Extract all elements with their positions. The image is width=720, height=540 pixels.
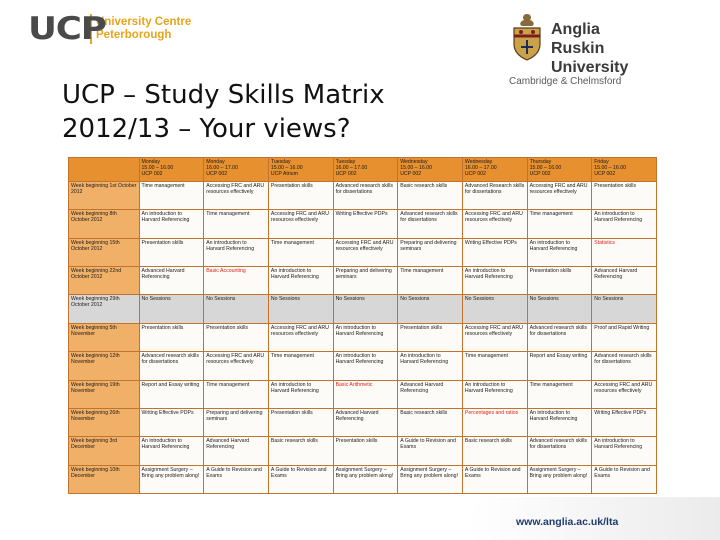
matrix-col-header bbox=[527, 158, 592, 182]
matrix-session-cell: Writing Effective PDPs bbox=[462, 238, 527, 266]
matrix-session-cell: Preparing and delivering seminars bbox=[398, 238, 463, 266]
matrix-session-cell: Advanced Harvard Referencing bbox=[204, 437, 269, 465]
matrix-session-cell: Accessing FRC and ARU resources effectively bbox=[462, 323, 527, 351]
matrix-session-cell: An introduction to Harvard Referencing bbox=[592, 210, 657, 238]
matrix-session-cell: Advanced research skills for dissertations bbox=[527, 437, 592, 465]
matrix-session-cell: Assignment Surgery – Bring any problem along! bbox=[527, 465, 592, 493]
matrix-session-cell: No Sessions bbox=[527, 295, 592, 323]
matrix-session-cell: Presentation skills bbox=[527, 267, 592, 295]
col-day: Wednesday bbox=[400, 159, 428, 165]
aru-logo bbox=[503, 10, 633, 76]
aru-logo-line1: Anglia Ruskin bbox=[551, 21, 605, 57]
col-day: Tuesday bbox=[335, 159, 356, 165]
matrix-session-cell: Advanced research skills for dissertations bbox=[592, 352, 657, 380]
aru-logo-name bbox=[551, 20, 633, 77]
col-time: 16.00 – 17.00 bbox=[206, 165, 238, 171]
matrix-session-cell: Presentation skills bbox=[139, 238, 204, 266]
matrix-session-cell: An introduction to Harvard Referencing bbox=[268, 267, 333, 295]
matrix-session-cell: Accessing FRC and ARU resources effectively bbox=[204, 182, 269, 210]
matrix-session-cell: No Sessions bbox=[398, 295, 463, 323]
matrix-session-cell: Basic research skills bbox=[462, 437, 527, 465]
crest-icon bbox=[510, 12, 544, 62]
matrix-session-cell: Basic Arithmetic bbox=[333, 380, 398, 408]
matrix-session-cell: Basic research skills bbox=[398, 408, 463, 436]
matrix-session-cell: Time management bbox=[398, 267, 463, 295]
matrix-session-cell: Writing Effective PDPs bbox=[333, 210, 398, 238]
col-day: Monday bbox=[141, 159, 161, 165]
matrix-session-cell: An introduction to Harvard Referencing bbox=[398, 352, 463, 380]
matrix-body bbox=[69, 182, 657, 494]
matrix-col-header bbox=[204, 158, 269, 182]
matrix-session-cell: Advanced Research skills for dissertations bbox=[462, 182, 527, 210]
matrix-session-cell: Advanced Harvard Referencing bbox=[333, 408, 398, 436]
col-room: UCP 002 bbox=[206, 171, 228, 177]
col-room: UCP 002 bbox=[594, 171, 616, 177]
ucp-logo-line2: Peterborough bbox=[96, 29, 172, 41]
matrix-week-label: Week beginning 15th October 2012 bbox=[69, 238, 140, 266]
matrix-session-cell: Proof and Rapid Writing bbox=[592, 323, 657, 351]
matrix-session-cell: Time management bbox=[204, 380, 269, 408]
matrix-row bbox=[69, 267, 657, 295]
matrix-header-row bbox=[69, 158, 657, 182]
study-skills-matrix bbox=[68, 157, 657, 494]
slide-title-line2: 2012/13 – Your views? bbox=[62, 114, 351, 144]
matrix-session-cell: Presentation skills bbox=[204, 323, 269, 351]
matrix-week-label: Week beginning 1st October 2012 bbox=[69, 182, 140, 210]
matrix-session-cell: Advanced research skills for dissertations bbox=[527, 323, 592, 351]
slide-title-line1: UCP – Study Skills Matrix bbox=[62, 80, 385, 110]
matrix-session-cell: Presentation skills bbox=[592, 182, 657, 210]
col-day: Wednesday bbox=[464, 159, 493, 165]
matrix-session-cell: Accessing FRC and ARU resources effectively bbox=[204, 352, 269, 380]
matrix-session-cell: Time management bbox=[527, 380, 592, 408]
matrix-col-header bbox=[398, 158, 463, 182]
matrix-session-cell: Time management bbox=[462, 352, 527, 380]
matrix-session-cell: An introduction to Harvard Referencing bbox=[527, 408, 592, 436]
aru-location: Cambridge & Chelmsford bbox=[509, 76, 622, 87]
matrix-week-label: Week beginning 22nd October 2012 bbox=[69, 267, 140, 295]
matrix-session-cell: Time management bbox=[139, 182, 204, 210]
matrix-session-cell: Presentation skills bbox=[398, 323, 463, 351]
matrix-session-cell: Assignment Surgery – Bring any problem along! bbox=[333, 465, 398, 493]
matrix-row bbox=[69, 380, 657, 408]
matrix-week-label: Week beginning 26th November bbox=[69, 408, 140, 436]
matrix-session-cell: No Sessions bbox=[592, 295, 657, 323]
matrix-session-cell: Basic Accounting bbox=[204, 267, 269, 295]
matrix-session-cell: Writing Effective PDPs bbox=[139, 408, 204, 436]
matrix-row bbox=[69, 295, 657, 323]
col-room: UCP 002 bbox=[400, 171, 422, 177]
col-time: 15.00 – 16.00 bbox=[400, 165, 432, 171]
matrix-session-cell: Assignment Surgery – Bring any problem along! bbox=[139, 465, 204, 493]
matrix-session-cell: An introduction to Harvard Referencing bbox=[462, 267, 527, 295]
col-room: UCP Atrium bbox=[270, 171, 298, 177]
matrix-col-header bbox=[462, 158, 527, 182]
matrix-row bbox=[69, 352, 657, 380]
matrix-week-label: Week beginning 12th November bbox=[69, 352, 140, 380]
matrix-session-cell: An introduction to Harvard Referencing bbox=[592, 437, 657, 465]
matrix-session-cell: Accessing FRC and ARU resources effectively bbox=[268, 210, 333, 238]
matrix-week-label: Week beginning 8th October 2012 bbox=[69, 210, 140, 238]
matrix-row bbox=[69, 437, 657, 465]
matrix-session-cell: Basic research skills bbox=[268, 437, 333, 465]
matrix-session-cell: Presentation skills bbox=[268, 182, 333, 210]
ucp-logo-mark: UCP bbox=[28, 10, 106, 47]
footer-url: www.anglia.ac.uk/lta bbox=[516, 516, 619, 528]
matrix-row bbox=[69, 182, 657, 210]
matrix-col-header bbox=[592, 158, 657, 182]
ucp-logo bbox=[28, 12, 191, 46]
matrix-session-cell: Report and Essay writing bbox=[527, 352, 592, 380]
matrix-corner-cell bbox=[69, 158, 140, 182]
col-day: Tuesday bbox=[270, 159, 291, 165]
matrix-session-cell: An introduction to Harvard Referencing bbox=[333, 323, 398, 351]
col-day: Friday bbox=[594, 159, 609, 165]
slide-title bbox=[62, 78, 385, 146]
matrix-session-cell: Preparing and delivering seminars bbox=[333, 267, 398, 295]
matrix-session-cell: Advanced research skills for dissertations bbox=[139, 352, 204, 380]
matrix-week-label: Week beginning 29th October 2012 bbox=[69, 295, 140, 323]
matrix-session-cell: No Sessions bbox=[268, 295, 333, 323]
col-room: UCP 002 bbox=[335, 171, 357, 177]
ucp-logo-line1: University Centre bbox=[96, 16, 192, 28]
col-room: UCP 002 bbox=[141, 171, 163, 177]
col-time: 16.00 – 17.00 bbox=[335, 165, 368, 171]
matrix-row bbox=[69, 408, 657, 436]
matrix-session-cell: An introduction to Harvard Referencing bbox=[204, 238, 269, 266]
matrix-session-cell: Accessing FRC and ARU resources effectively bbox=[527, 182, 592, 210]
matrix-session-cell: A Guide to Revision and Exams bbox=[204, 465, 269, 493]
matrix-session-cell: Advanced research skills for dissertations bbox=[333, 182, 398, 210]
aru-logo-line2: University bbox=[551, 59, 629, 76]
col-room: UCP 002 bbox=[529, 171, 551, 177]
matrix-col-header bbox=[333, 158, 398, 182]
matrix-session-cell: Assignment Surgery – Bring any problem along! bbox=[398, 465, 463, 493]
col-day: Monday bbox=[206, 159, 225, 165]
matrix-week-label: Week beginning 19th November bbox=[69, 380, 140, 408]
matrix-row bbox=[69, 323, 657, 351]
matrix-table bbox=[68, 157, 657, 494]
matrix-session-cell: Advanced Harvard Referencing bbox=[398, 380, 463, 408]
matrix-session-cell: Accessing FRC and ARU resources effectively bbox=[333, 238, 398, 266]
matrix-session-cell: No Sessions bbox=[204, 295, 269, 323]
matrix-session-cell: No Sessions bbox=[462, 295, 527, 323]
matrix-session-cell: An introduction to Harvard Referencing bbox=[139, 210, 204, 238]
matrix-session-cell: Accessing FRC and ARU resources effectively bbox=[592, 380, 657, 408]
matrix-session-cell: An introduction to Harvard Referencing bbox=[333, 352, 398, 380]
matrix-session-cell: Writing Effective PDPs bbox=[592, 408, 657, 436]
matrix-session-cell: Preparing and delivering seminars bbox=[204, 408, 269, 436]
matrix-session-cell: Report and Essay writing bbox=[139, 380, 204, 408]
matrix-week-label: Week beginning 5th November bbox=[69, 323, 140, 351]
col-time: 15.00 – 16.00 bbox=[270, 165, 303, 171]
matrix-session-cell: Accessing FRC and ARU resources effectively bbox=[462, 210, 527, 238]
matrix-week-label: Week beginning 3rd December bbox=[69, 437, 140, 465]
matrix-session-cell: No Sessions bbox=[139, 295, 204, 323]
matrix-session-cell: A Guide to Revision and Exams bbox=[462, 465, 527, 493]
ucp-logo-text bbox=[96, 16, 191, 42]
matrix-session-cell: Time management bbox=[268, 238, 333, 266]
col-day: Thursday bbox=[529, 159, 552, 165]
col-time: 15.00 – 16.00 bbox=[141, 165, 174, 171]
matrix-session-cell: A Guide to Revision and Exams bbox=[592, 465, 657, 493]
matrix-session-cell: Basic research skills bbox=[398, 182, 463, 210]
matrix-row bbox=[69, 210, 657, 238]
matrix-session-cell: Presentation skills bbox=[333, 437, 398, 465]
matrix-session-cell: A Guide to Revision and Exams bbox=[268, 465, 333, 493]
matrix-session-cell: No Sessions bbox=[333, 295, 398, 323]
col-time: 15.00 – 16.00 bbox=[594, 165, 626, 171]
matrix-row bbox=[69, 465, 657, 493]
matrix-session-cell: Time management bbox=[268, 352, 333, 380]
matrix-col-header bbox=[268, 158, 333, 182]
matrix-session-cell: An introduction to Harvard Referencing bbox=[268, 380, 333, 408]
col-time: 15.00 – 16.00 bbox=[529, 165, 562, 171]
matrix-session-cell: Percentages and ratios bbox=[462, 408, 527, 436]
matrix-session-cell: Presentation skills bbox=[139, 323, 204, 351]
matrix-session-cell: An introduction to Harvard Referencing bbox=[139, 437, 204, 465]
matrix-week-label: Week beginning 10th December bbox=[69, 465, 140, 493]
matrix-session-cell: Advanced Harvard Referencing bbox=[592, 267, 657, 295]
matrix-session-cell: Advanced Harvard Referencing bbox=[139, 267, 204, 295]
matrix-session-cell: Time management bbox=[204, 210, 269, 238]
matrix-session-cell: Statistics bbox=[592, 238, 657, 266]
col-room: UCP 002 bbox=[464, 171, 486, 177]
matrix-session-cell: A Guide to Revision and Exams bbox=[398, 437, 463, 465]
matrix-session-cell: An introduction to Harvard Referencing bbox=[462, 380, 527, 408]
matrix-session-cell: Presentation skills bbox=[268, 408, 333, 436]
matrix-session-cell: Advanced research skills for dissertations bbox=[398, 210, 463, 238]
matrix-session-cell: An introduction to Harvard Referencing bbox=[527, 238, 592, 266]
matrix-session-cell: Accessing FRC and ARU resources effectively bbox=[268, 323, 333, 351]
col-time: 16.00 – 17.00 bbox=[464, 165, 497, 171]
matrix-col-header bbox=[139, 158, 204, 182]
matrix-row bbox=[69, 238, 657, 266]
matrix-session-cell: Time management bbox=[527, 210, 592, 238]
